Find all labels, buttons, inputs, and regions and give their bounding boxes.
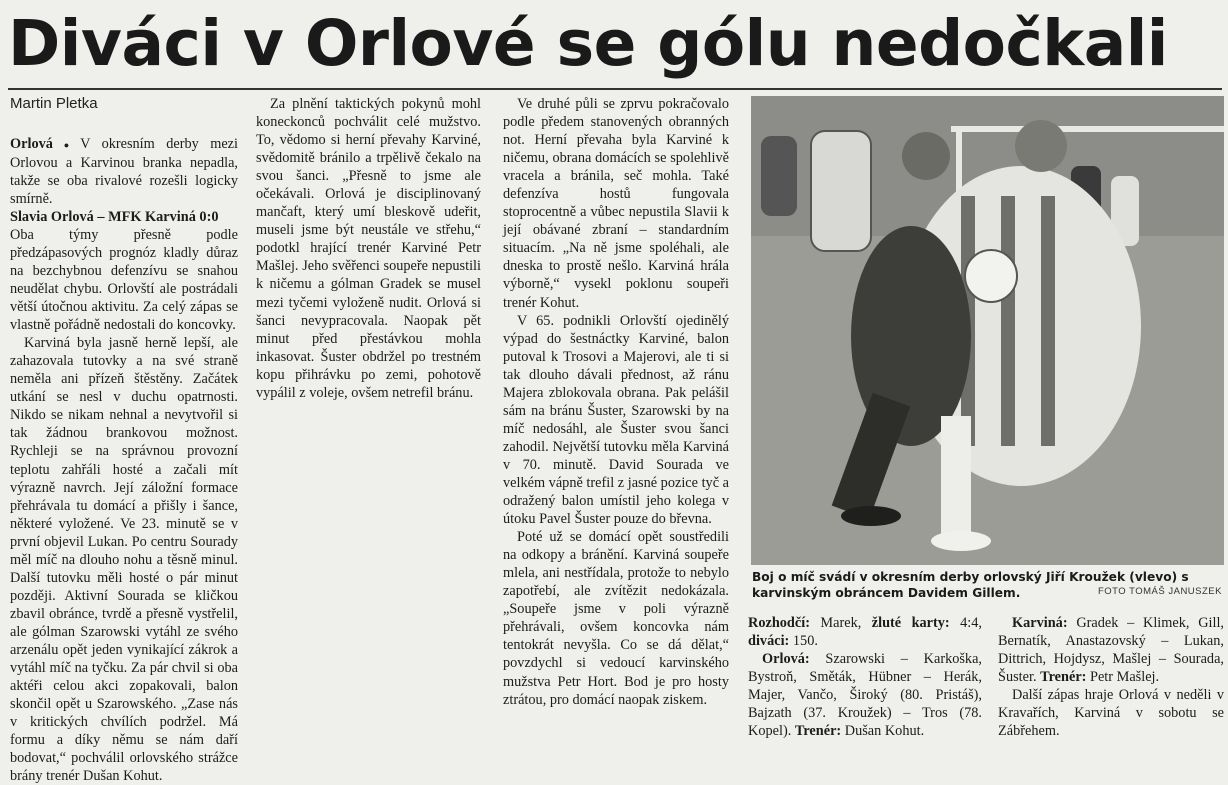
next-match: Další zápas hraje Orlová v neděli v Kravařích, Karviná v sobotu se Zábřehem. <box>998 687 1224 740</box>
paragraph-6: Poté už se domácí opět soustředili na odkopy a bránění. Karviná soupeře mlela, ani nestřídala, protože to nebylo zapotřebí, ale zvítězit nedokázala. „Soupeře jsme v poli výrazně přehrávali, ovšem koncovka nám tentokrát nevyšla. Co se dá dělat,“ povzdychl si vedoucí karvinského mužstva Petr Hort. Bod je pro hosty ztrátou, pro domácí naopak ziskem. <box>503 529 729 708</box>
karvina-coach: Petr Mašlej. <box>1090 669 1160 686</box>
orlova-label: Orlová: <box>762 651 810 668</box>
photo-credit: FOTO TOMÁŠ JANUSZEK <box>1097 586 1222 597</box>
lineups-column-1 <box>748 614 982 740</box>
karvina-players: Gradek – Klimek, Gill, Bernatík, Anastazovský – Lukan, Dittrich, Hojdysz, Mašlej – Sourada, Šuster. <box>998 615 1225 686</box>
spectators-value: 150. <box>792 633 818 650</box>
orlova-coach-label: Trenér: <box>794 723 842 740</box>
orlova-coach: Dušan Kohut. <box>844 723 925 740</box>
article-column-2 <box>256 95 481 402</box>
referee-value: Marek, <box>820 615 862 631</box>
karvina-coach-label: Trenér: <box>1040 669 1087 686</box>
lead: V okresním derby mezi Orlovou a Karvinou branka nepadla, takže se oba rivalové rozešli logicky smírně. <box>10 136 238 207</box>
referee-label: Rozhodčí: <box>748 615 810 631</box>
article-column-1 <box>10 135 238 785</box>
cards-value: 4:4, <box>960 615 982 631</box>
cards-label: žluté karty: <box>871 615 950 631</box>
match-result: Slavia Orlová – MFK Karviná 0:0 <box>10 208 219 225</box>
paragraph-5: V 65. podnikli Orlovští ojedinělý výpad do šestnáctky Karviné, balon putoval k Trosovi a Majerovi, ale ti si tak dlouho dávali přednost, až ránu Majera zblokovala obrana. Pak pelášil sám na bránu Šuster, Szarowski by na míč nedosáhl, ale Šuster svou šanci zahodil. Největší tutovku měla Karviná v 70. minutě. David Sourada ve velkém vápně trefil z jasné pozice tyč a odražený balon umístil jeho kolega v útoku Pavel Šuster pouze do břevna. <box>503 312 729 528</box>
headline: Diváci v Orlové se gólu nedočkali <box>8 7 1168 80</box>
spectators-label: diváci: <box>748 633 790 650</box>
match-photo <box>751 96 1224 565</box>
karvina-lineup <box>998 614 1224 686</box>
orlova-players: Szarowski – Karkoška, Bystroň, Směták, Hübner – Herák, Majer, Vančo, Široký (80. Pristáš), Bajzath (37. Kroužek) – Tros (78. Kopel). <box>748 651 983 740</box>
karvina-label: Karviná: <box>1012 615 1068 631</box>
orlova-lineup <box>748 650 982 740</box>
paragraph-1: Oba týmy přesně podle předzápasových prognóz kladly důraz na bezchybnou defenzívu se snahou neudělat chybu. Orlovští ale postrádali větší útočnou aktivitu. Za celý zápas se vlastně pořádně nedostali do koncovky. <box>10 226 238 334</box>
football-players-image <box>751 96 1224 565</box>
referee-line <box>748 614 982 650</box>
photo-caption: Boj o míč svádí v okresním derby orlovský Jiří Kroužek (vlevo) s karvinským obráncem Davidem Gillem. <box>752 570 1189 600</box>
article-column-3 <box>503 95 729 709</box>
bullet-icon: ● <box>55 139 78 150</box>
paragraph-4: Ve druhé půli se zprvu pokračovalo podle předem stanovených obranných not. Herní převaha byla Karviné k ničemu, obrana domácích se spolehlivě vracela a bránila, seč mohla. Také defenzíva hostů fungovala stoprocentně a vůbec nepustila Slavii k její obávané zbraní – standardním situacím. „Na ně jsme spoléhali, ale dneska to prostě nešlo. Karviná hrála výborně,“ vysekl poklonu soupeři trenér Kohut. <box>503 96 729 311</box>
paragraph-3: Za plnění taktických pokynů mohl koneckonců pochválit celé mužstvo. To, vědomo si herní převahy Karviné, svědomitě bránilo a trpělivě čekalo na svou šanci. „Přesně to jsme ale očekávali. Orlová je disciplinovaný mančaft, který umí bleskově udeřit, museli jsme být neustále ve střehu,“ podotkl hrající trenér Karviné Petr Mašlej. Jeho svěřenci soupeře nepustili k ničemu a gólman Gradek se musel mezi tyčemi vyloženě nudit. Orlová si šanci nevypracovala. Naopak pět minut před přestávkou mohla inkasovat. Šuster obdržel po trestném kopu přihrávku po zemi, pohotově vypálil z voleje, ovšem netrefil bránu. <box>256 96 481 401</box>
headline-rule <box>8 88 1222 90</box>
lineups-column-2 <box>998 614 1224 740</box>
dateline: Orlová <box>10 136 53 152</box>
paragraph-2: Karviná byla jasně herně lepší, ale zahazovala tutovky a na své straně neměla ani přízeň štěstěny. Začátek utkání se nesl v duchu opatrnosti. Nikdo se nikam nehnal a nevytvořil si tak žádnou brankovou možnost. Rychleji se na správnou provozní teplotu zahřáli hosté a začali mít výrazně navrch. Její záložní formace přehrávala tu domácí a přišly i šance, některé vyložené. Ve 23. minutě se v první objevil Lukan. Po centru Sourady měl míč na dlouho nohu a těsně minul. Další tutovku měli hosté o pár minut později. Aktivní Sourada se kličkou zbavil obránce, tvrdě a přesně vystřelil, ale gólman Szarowski vytáhl ze svého arzenálu opět jeden vynikající zákrok a vytáhl míč na tyčku. Za pár chvil si oba aktéři celou akci zopakovali, balon skončil opět u Szarowského. „Zase nás v kritických chvílích podržel. Má formu a díky němu se nám daří bodovat,“ pochválil orlovského strážce brány trenér Dušan Kohut. <box>10 335 238 785</box>
byline: Martin Pletka <box>10 95 98 112</box>
